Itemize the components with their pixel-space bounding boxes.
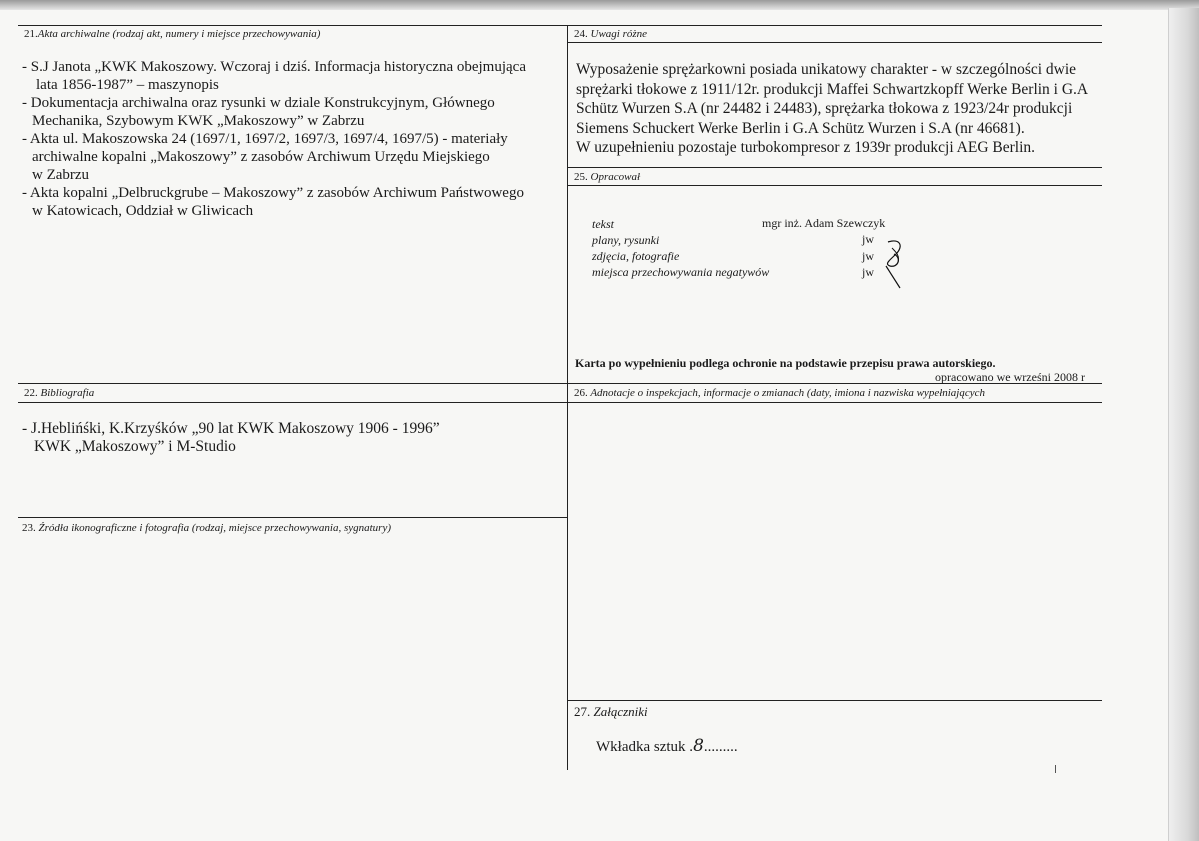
scan-right-edge [1168,8,1199,841]
section-23-header [22,522,391,534]
prepared-date: opracowano we wrześni 2008 r [935,370,1085,384]
rule-center-vertical [567,25,568,770]
rule-top [18,25,1102,26]
section-25-header [574,171,640,183]
attachments-dots: ......... [703,739,738,755]
author-row-value: jw [862,249,874,263]
section-25-title: Opracował [590,171,640,183]
rule-23-top [18,517,567,518]
list-item: Mechanika, Szybowym KWK „Makoszowy” w Zabrzu [32,113,365,129]
list-item: - S.J Janota „KWK Makoszowy. Wczoraj i dziś. Informacja historyczna obejmująca [22,59,526,75]
section-24-number: 24. [574,28,588,40]
section-21-number: 21. [24,28,38,40]
text-line: sprężarki tłokowe z 1911/12r. produkcji Maffei Schwartzkopff Werke Berlin i G.A [576,80,1089,98]
section-24-text [576,60,1088,158]
rule-26-header [568,402,1102,403]
section-26-title: Adnotacje o inspekcjach, informacje o zmianach (daty, imiona i nazwiska wypełniających [590,387,986,399]
section-25-number: 25. [574,171,588,183]
bibliography-line: - J.Heblińśki, K.Krzyśków „90 lat KWK Makoszowy 1906 - 1996” [22,420,440,437]
author-row-value: jw [862,265,874,279]
rule-24-header [568,42,1102,43]
scan-top-shadow [0,0,1199,10]
list-item: - Akta kopalni „Delbruckgrube – Makoszowy” z zasobów Archiwum Państwowego [22,185,524,201]
text-line: Siemens Schuckert Werke Berlin i G.A Schütz Wurzen i S.A (nr 46681). [576,119,1025,137]
bibliography-line: KWK „Makoszowy” i M-Studio [34,438,236,455]
scan-speck [1055,765,1056,773]
author-row-value: jw [862,232,874,246]
section-22-number: 22. [24,387,38,399]
section-21-title: Akta archiwalne (rodzaj akt, numery i miejsce przechowywania) [37,28,321,40]
author-row-label: miejsca przechowywania negatywów [592,265,770,279]
list-item: w Katowicach, Oddział w Gliwicach [32,203,254,219]
copyright-notice: Karta po wypełnieniu podlega ochronie na podstawie przepisu prawa autorskiego. [575,356,996,370]
text-line: Schütz Wurzen S.A (nr 24482 i 24483), sprężarka tłokowa z 1923/24r produkcji [576,100,1073,117]
text-line: W uzupełnieniu pozostaje turbokompresor z 1939r produkcji AEG Berlin. [576,139,1036,156]
author-row-label: tekst [592,217,614,231]
section-23-title: Źródła ikonograficzne i fotografia (rodzaj, miejsce przechowywania, sygnatury) [38,522,391,534]
list-item: archiwalne kopalni „Makoszowy” z zasobów Archiwum Urzędu Miejskiego [32,149,490,165]
rule-22-header [18,402,567,403]
section-24-title: Uwagi różne [590,28,648,40]
author-row-label: plany, rysunki [592,233,660,247]
attachments-count [596,736,738,756]
section-26-header [574,387,985,399]
section-27-title: Załączniki [593,704,648,719]
rule-27-top [568,700,1102,701]
author-row-label: zdjęcia, fotografie [592,249,680,263]
signature-mark [870,236,920,290]
rule-25-top [568,167,1102,168]
list-item: - Akta ul. Makoszowska 24 (1697/1, 1697/2, 1697/3, 1697/4, 1697/5) - materiały [22,131,508,147]
list-item: - Dokumentacja archiwalna oraz rysunki w dziale Konstrukcyjnym, Głównego [22,95,495,111]
section-21-list [22,58,526,220]
list-item: w Zabrzu [32,167,90,183]
section-22-header [24,387,94,399]
author-row-value: mgr inż. Adam Szewczyk [762,216,886,230]
section-24-header [574,28,647,40]
section-23-number: 23. [22,522,36,534]
text-line: Wyposażenie sprężarkowni posiada unikatowy charakter - w szczególności dwie [576,61,1077,78]
attachments-handwritten-value: 8 [693,736,704,756]
section-27-number: 27. [574,704,591,719]
section-26-number: 26. [574,387,588,399]
section-27-header [574,704,648,720]
section-21-header [24,28,320,40]
list-item: lata 1856-1987” – maszynopis [36,77,219,93]
section-22-title: Bibliografia [40,387,95,399]
rule-25-header [568,185,1102,186]
attachments-label: Wkładka sztuk . [596,739,694,755]
